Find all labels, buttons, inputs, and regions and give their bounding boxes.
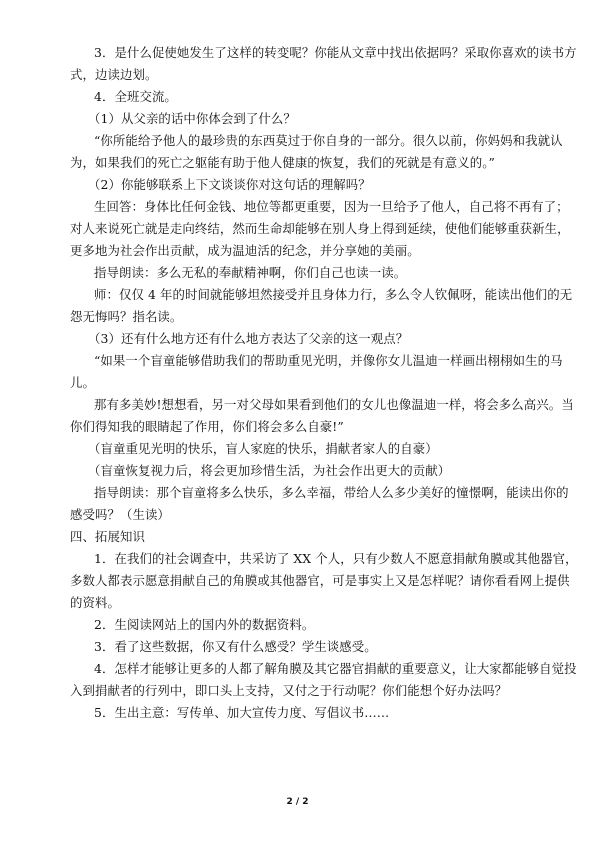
text-line: 指导朗读：多么无私的奉献精神啊，你们自己也读一读。: [94, 265, 407, 280]
text-line: 入到捐献者的行列中，即口头上支持，又付之于行动呢？你们能想个好办法吗？: [70, 683, 508, 698]
text-line: （盲童重见光明的快乐，盲人家庭的快乐，捐献者家人的自豪）: [88, 441, 438, 456]
text-line: 3．是什么促使她发生了这样的转变呢？你能从文章中找出依据吗？采取你喜欢的读书方: [94, 45, 577, 60]
text-line: （1）从父亲的话中你体会到了什么？: [88, 111, 296, 126]
text-line: （3）还有什么地方还有什么地方表达了父亲的这一观点？: [88, 331, 409, 346]
text-line: 那有多美妙!想想看，另一对父母如果看到他们的女儿也像温迪一样，将会多么高兴。当: [94, 397, 574, 412]
document-body: [70, 42, 578, 724]
page-number: 2 / 2: [286, 797, 309, 807]
text-line: 5．生出主意：写传单、加大宣传力度、写倡议书……: [94, 705, 390, 720]
text-line: 儿。: [70, 375, 95, 390]
text-line: 更多地为社会作出贡献，成为温迪活的纪念，并分享她的美丽。: [70, 243, 420, 258]
text-line: 指导朗读：那个盲童将多么快乐，多么幸福，带给人么多少美好的憧憬啊，能读出你的: [94, 485, 569, 500]
text-line: 的资料。: [70, 595, 120, 610]
text-line: （2）你能够联系上下文谈谈你对这句话的理解吗？: [88, 177, 371, 192]
text-line: 生回答：身体比任何金钱、地位等都更重要，因为一旦给予了他人，自己将不再有了；: [94, 199, 569, 214]
text-line: 感受吗？（生读）: [70, 507, 170, 522]
text-line: 四、拓展知识: [70, 529, 145, 544]
text-line: 2．生阅读网站上的国内外的数据资料。: [94, 617, 315, 632]
text-line: 多数人都表示愿意捐献自己的角膜或其他器官，可是事实上又是怎样呢？请你看看网上提供: [70, 573, 570, 588]
text-line: 为，如果我们的死亡之躯能有助于他人健康的恢复，我们的死就是有意义的。”: [70, 155, 495, 170]
text-line: 对人来说死亡就是走向终结，然而生命却能够在别人身上得到延续，使他们能够重获新生，: [70, 221, 570, 236]
text-line: “你所能给予他人的最珍贵的东西莫过于你自身的一部分。很久以前，你妈妈和我就认: [94, 133, 563, 148]
text-line: 式，边读边划。: [70, 67, 158, 82]
text-line: 师：仅仅 4 年的时间就能够坦然接受并且身体力行，多么令人钦佩呀，能读出他们的无: [94, 287, 573, 302]
text-line: 你们得知我的眼睛起了作用，你们将会多么自豪!”: [70, 419, 344, 434]
text-line: 1．在我们的社会调查中，共采访了 XX 个人，只有少数人不愿意捐献角膜或其他器官，: [94, 551, 578, 566]
text-line: 3．看了这些数据，你又有什么感受？学生谈感受。: [94, 639, 377, 654]
text-line: 4．怎样才能够让更多的人都了解角膜及其它器官捐献的重要意义，让大家都能够自觉投: [94, 661, 577, 676]
text-line: 怨无悔吗？指名读。: [70, 309, 183, 324]
text-line: 4．全班交流。: [94, 89, 177, 104]
text-line: “如果一个盲童能够借助我们的帮助重见光明，并像你女儿温迪一样画出栩栩如生的马: [94, 353, 563, 368]
text-line: （盲童恢复视力后，将会更加珍惜生活，为社会作出更大的贡献）: [88, 463, 451, 478]
